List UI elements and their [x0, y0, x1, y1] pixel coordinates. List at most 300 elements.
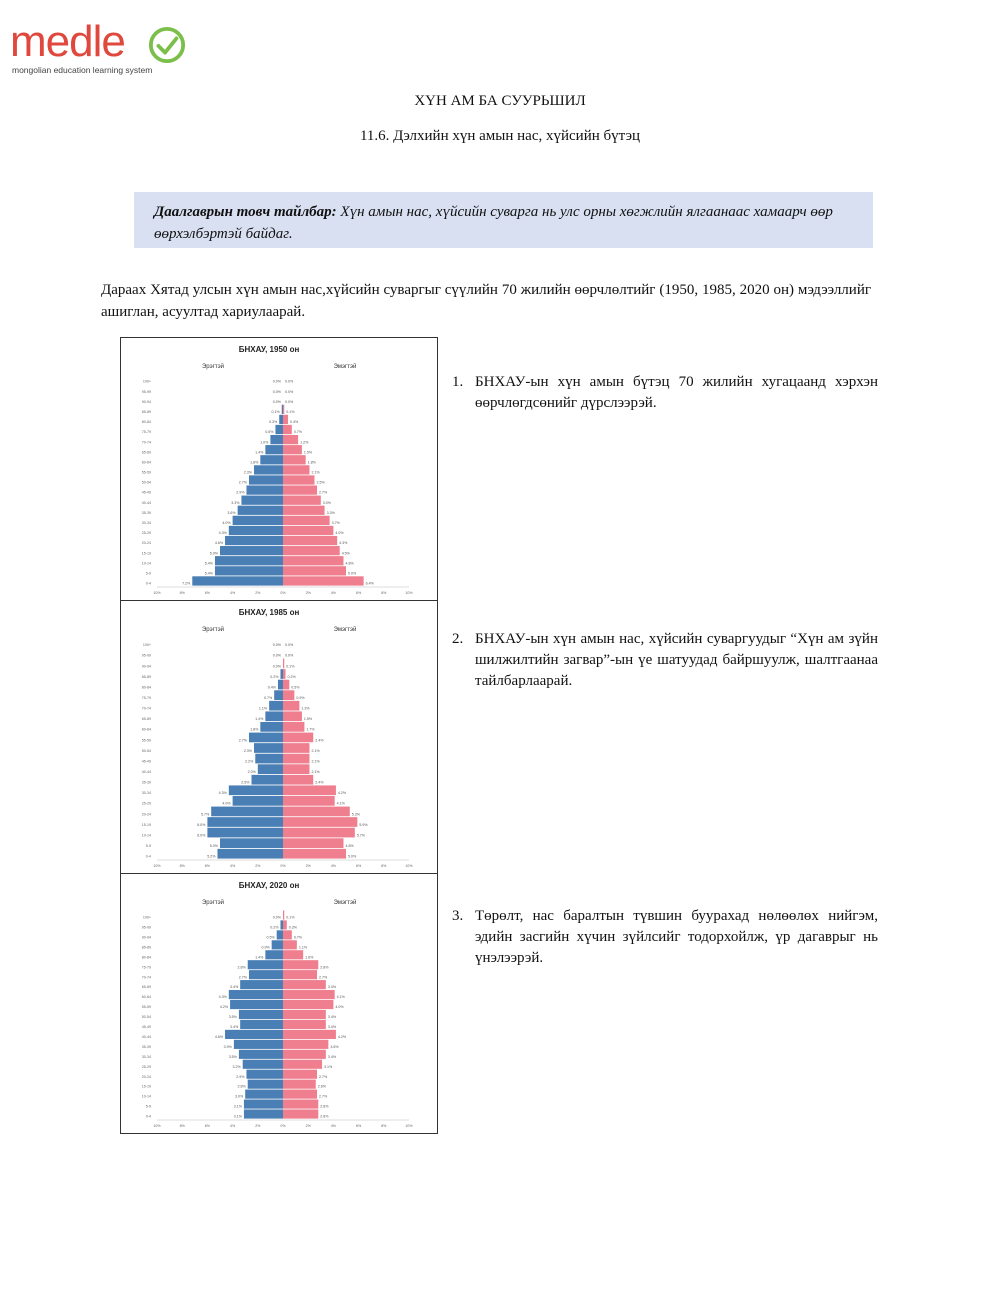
- age-tick-60-64: 60-64: [141, 727, 151, 732]
- age-tick-55-59: 55-59: [141, 470, 151, 475]
- bar-male-60-64: [260, 722, 283, 732]
- pyramid-1950: [120, 337, 438, 601]
- label-female-40-44: 2.1%: [311, 770, 320, 775]
- bar-male-35-39: [234, 1040, 283, 1049]
- bar-female-45-49: [283, 1020, 326, 1029]
- bar-female-15-19: [283, 817, 357, 827]
- age-tick-65-69: 65-69: [141, 717, 151, 722]
- label-female-35-39: 3.6%: [330, 1044, 339, 1049]
- age-tick-5-9: 5-9: [145, 844, 151, 849]
- x-tick-label: 6%: [204, 591, 211, 595]
- age-tick-20-24: 20-24: [141, 541, 151, 546]
- bar-male-90-94: [277, 930, 283, 939]
- label-female-25-29: 4.0%: [335, 531, 344, 536]
- label-female-65-69: 1.5%: [303, 717, 313, 722]
- x-tick-label: 8%: [179, 864, 185, 868]
- age-tick-75-79: 75-79: [141, 430, 151, 435]
- bar-male-35-39: [252, 775, 284, 785]
- x-tick-label: 10%: [153, 1124, 161, 1128]
- bar-female-15-19: [283, 1080, 316, 1089]
- bar-female-80-84: [283, 950, 303, 959]
- legend-male-label: Эрэгтэй: [201, 364, 225, 370]
- label-female-90-94: 0.7%: [293, 935, 303, 940]
- x-tick-label: 8%: [381, 864, 387, 868]
- x-tick-label: 2%: [305, 1124, 311, 1128]
- age-tick-25-29: 25-29: [141, 531, 151, 536]
- bar-female-35-39: [283, 775, 313, 785]
- age-tick-100+: 100+: [142, 643, 151, 648]
- age-tick-35-39: 35-39: [141, 780, 151, 785]
- pyramid-2020-svg: [121, 874, 437, 1133]
- label-male-45-49: 3.4%: [229, 1025, 239, 1030]
- task-description-box: [134, 192, 873, 248]
- bar-female-45-49: [283, 485, 317, 494]
- label-male-20-24: 2.9%: [236, 1074, 245, 1079]
- label-female-60-64: 4.1%: [336, 995, 345, 1000]
- pyramid-1950-svg: [121, 338, 437, 600]
- bar-female-20-24: [283, 1070, 317, 1079]
- label-female-15-19: 5.9%: [359, 822, 368, 827]
- label-male-30-34: 3.5%: [228, 1054, 237, 1059]
- bar-female-85-89: [283, 940, 297, 949]
- label-female-10-14: 2.7%: [319, 1094, 328, 1099]
- x-tick-label: 10%: [405, 591, 413, 595]
- bar-female-50-54: [283, 743, 309, 753]
- age-tick-85-89: 85-89: [141, 945, 151, 950]
- bar-female-30-34: [283, 785, 336, 795]
- age-tick-40-44: 40-44: [141, 500, 151, 505]
- bar-female-85-89: [283, 669, 286, 679]
- label-male-85-89: 0.1%: [271, 409, 280, 414]
- age-tick-90-94: 90-94: [141, 399, 151, 404]
- age-tick-50-54: 50-54: [141, 480, 151, 485]
- x-tick-label: 6%: [204, 1124, 211, 1128]
- age-tick-25-29: 25-29: [141, 801, 151, 806]
- label-male-40-44: 4.6%: [214, 1034, 224, 1039]
- age-tick-90-94: 90-94: [141, 664, 151, 669]
- age-tick-70-74: 70-74: [141, 706, 151, 711]
- label-male-70-74: 1.0%: [260, 440, 269, 445]
- label-female-80-84: 1.6%: [305, 955, 314, 960]
- age-tick-85-89: 85-89: [141, 409, 151, 414]
- bar-male-80-84: [279, 415, 283, 424]
- x-tick-label: 6%: [355, 864, 362, 868]
- label-female-60-64: 1.7%: [306, 727, 315, 732]
- label-female-40-44: 4.2%: [337, 1034, 347, 1039]
- label-male-50-54: 2.3%: [243, 748, 253, 753]
- age-tick-15-19: 15-19: [141, 1084, 151, 1089]
- bar-male-55-59: [249, 733, 283, 743]
- bar-female-0-4: [283, 849, 346, 859]
- age-tick-65-69: 65-69: [141, 985, 151, 990]
- label-male-95-99: 0.2%: [270, 925, 279, 930]
- age-tick-50-54: 50-54: [141, 748, 151, 753]
- bar-male-10-14: [207, 828, 283, 838]
- page-subtitle: 11.6. Дэлхийн хүн амын нас, хүйсийн бүтэц: [359, 128, 641, 144]
- bar-male-15-19: [248, 1080, 283, 1089]
- age-tick-15-19: 15-19: [141, 551, 151, 556]
- label-female-70-74: 2.7%: [319, 975, 328, 980]
- bar-female-25-29: [283, 796, 335, 806]
- label-female-20-24: 2.7%: [319, 1074, 328, 1079]
- legend-female-label: Эмэгтэй: [333, 364, 357, 370]
- intro-paragraph: Дараах Хятад улсын хүн амын нас,хүйсийн суваргыг сүүлийн 70 жилийн өөрчлөлтийг (1950, 1985, 2020 он) мэдээллийг ашиглан, асуултад хариулаарай.: [101, 282, 871, 320]
- bar-female-40-44: [283, 1030, 336, 1039]
- bar-male-20-24: [211, 807, 283, 817]
- page-title: ХҮН АМ БА СУУРЬШИЛ: [414, 93, 586, 109]
- bar-male-50-54: [249, 475, 283, 484]
- age-tick-90-94: 90-94: [141, 935, 151, 940]
- label-male-15-19: 6.0%: [197, 822, 206, 827]
- x-tick-label: 6%: [355, 1124, 362, 1128]
- bar-male-45-49: [246, 485, 283, 494]
- label-male-95-99: 0.0%: [272, 653, 281, 658]
- bar-male-40-44: [258, 764, 283, 774]
- age-tick-60-64: 60-64: [141, 995, 151, 1000]
- label-female-20-24: 4.3%: [339, 541, 348, 546]
- label-female-55-59: 2.1%: [311, 470, 320, 475]
- age-tick-20-24: 20-24: [141, 1074, 151, 1079]
- bar-male-5-9: [220, 838, 283, 848]
- label-male-75-79: 0.6%: [265, 430, 274, 435]
- label-female-5-9: 4.8%: [345, 844, 354, 849]
- bar-male-65-69: [240, 980, 283, 989]
- bar-female-45-49: [283, 754, 309, 764]
- label-male-10-14: 6.0%: [197, 833, 206, 838]
- bar-female-100+: [283, 910, 284, 919]
- question-number: 2.: [452, 631, 464, 647]
- bar-male-25-29: [233, 796, 283, 806]
- bar-female-35-39: [283, 506, 325, 515]
- x-tick-label: 8%: [179, 1124, 185, 1128]
- label-male-55-59: 4.2%: [219, 1005, 229, 1010]
- bar-male-20-24: [246, 1070, 283, 1079]
- age-tick-65-69: 65-69: [141, 450, 151, 455]
- label-male-20-24: 5.7%: [200, 812, 210, 817]
- x-tick-label: 2%: [305, 864, 311, 868]
- x-tick-label: 8%: [381, 1124, 387, 1128]
- label-female-25-29: 3.1%: [324, 1064, 333, 1069]
- bar-male-75-79: [248, 960, 283, 969]
- bar-female-80-84: [283, 680, 289, 690]
- label-male-10-14: 5.4%: [204, 561, 213, 566]
- label-female-90-94: 0.0%: [285, 399, 294, 404]
- question-number: 3.: [452, 908, 464, 924]
- x-tick-label: 0%: [280, 864, 286, 868]
- bar-male-80-84: [278, 680, 283, 690]
- age-tick-70-74: 70-74: [141, 975, 151, 980]
- label-male-75-79: 2.8%: [237, 965, 246, 970]
- label-female-75-79: 0.7%: [293, 430, 303, 435]
- bar-male-55-59: [230, 1000, 283, 1009]
- bar-female-15-19: [283, 546, 340, 555]
- label-male-65-69: 3.4%: [229, 985, 239, 990]
- x-tick-label: 2%: [255, 864, 261, 868]
- label-female-15-19: 4.5%: [341, 551, 350, 556]
- label-male-30-34: 4.0%: [222, 521, 231, 526]
- age-tick-0-4: 0-4: [145, 854, 151, 859]
- age-tick-45-49: 45-49: [141, 1025, 151, 1030]
- x-tick-label: 10%: [153, 591, 161, 595]
- age-tick-40-44: 40-44: [141, 770, 151, 775]
- label-male-0-4: 5.2%: [207, 854, 216, 859]
- bar-female-70-74: [283, 970, 317, 979]
- x-tick-label: 2%: [255, 591, 261, 595]
- legend-male-label: Эрэгтэй: [201, 627, 225, 633]
- question-number: 1.: [452, 374, 464, 390]
- bar-male-40-44: [241, 496, 283, 505]
- x-tick-label: 10%: [405, 864, 413, 868]
- label-male-50-54: 2.7%: [238, 480, 247, 485]
- label-male-35-39: 2.5%: [241, 780, 250, 785]
- label-female-100+: 0.0%: [285, 379, 294, 384]
- bar-female-65-69: [283, 445, 302, 454]
- label-female-30-34: 3.7%: [331, 521, 340, 526]
- label-male-80-84: 0.4%: [267, 685, 276, 690]
- age-tick-30-34: 30-34: [141, 791, 151, 796]
- question-3: [452, 906, 878, 969]
- age-tick-95-99: 95-99: [141, 925, 151, 930]
- age-tick-30-34: 30-34: [141, 1054, 151, 1059]
- label-female-70-74: 1.3%: [301, 706, 310, 711]
- bar-female-65-69: [283, 980, 326, 989]
- bar-male-0-4: [217, 849, 283, 859]
- x-tick-label: 4%: [229, 591, 236, 595]
- bar-female-85-89: [283, 405, 284, 414]
- bar-male-60-64: [260, 455, 283, 464]
- age-tick-0-4: 0-4: [145, 1114, 151, 1119]
- label-female-30-34: 3.4%: [327, 1054, 337, 1059]
- label-male-90-94: 0.5%: [266, 935, 275, 940]
- label-female-90-94: 0.1%: [286, 664, 295, 669]
- age-tick-40-44: 40-44: [141, 1034, 151, 1039]
- label-male-35-39: 3.9%: [223, 1044, 232, 1049]
- x-tick-label: 4%: [229, 864, 236, 868]
- x-tick-label: 8%: [381, 591, 387, 595]
- age-tick-20-24: 20-24: [141, 812, 151, 817]
- bar-female-90-94: [283, 659, 284, 669]
- x-tick-label: 4%: [330, 591, 337, 595]
- age-tick-35-39: 35-39: [141, 510, 151, 515]
- label-male-55-59: 2.7%: [238, 738, 247, 743]
- question-text: Төрөлт, нас баралтын түвшин буурахад нөлөөлөх нийгэм, эдийн засгийн хүчин зүйлсийг тодорхойлж, үр дагаврыг нь үнэлээрэй.: [475, 908, 878, 966]
- bar-male-15-19: [220, 546, 283, 555]
- bar-female-75-79: [283, 960, 318, 969]
- label-female-85-89: 0.2%: [287, 674, 296, 679]
- label-female-95-99: 0.3%: [288, 925, 297, 930]
- label-female-0-4: 2.8%: [320, 1114, 329, 1119]
- bar-male-25-29: [229, 526, 283, 535]
- label-female-50-54: 3.4%: [327, 1015, 337, 1020]
- bar-male-25-29: [243, 1060, 283, 1069]
- bar-female-5-9: [283, 566, 346, 575]
- x-tick-label: 0%: [280, 591, 286, 595]
- label-female-85-89: 0.1%: [286, 409, 295, 414]
- chart-title: БНХАУ, 2020 он: [238, 881, 300, 890]
- label-male-50-54: 3.5%: [228, 1015, 237, 1020]
- bar-female-40-44: [283, 764, 309, 774]
- label-male-5-9: 5.4%: [204, 571, 213, 576]
- age-tick-95-99: 95-99: [141, 389, 151, 394]
- bar-male-70-74: [269, 701, 283, 711]
- bar-male-15-19: [207, 817, 283, 827]
- logo-text: medle: [10, 17, 125, 66]
- label-male-5-9: 3.1%: [233, 1104, 242, 1109]
- question-text: БНХАУ-ын хүн амын бүтэц 70 жилийн хугацаанд хэрхэн өөрчлөгдсөнийг дүрслээрэй.: [475, 374, 878, 411]
- label-male-0-4: 3.1%: [233, 1114, 242, 1119]
- bar-male-0-4: [244, 1109, 283, 1118]
- bar-male-30-34: [239, 1050, 283, 1059]
- label-male-100+: 0.0%: [272, 643, 281, 648]
- label-male-75-79: 0.7%: [263, 696, 273, 701]
- age-tick-95-99: 95-99: [141, 653, 151, 658]
- bar-female-70-74: [283, 701, 299, 711]
- bar-male-10-14: [245, 1090, 283, 1099]
- legend-female-label: Эмэгтэй: [333, 627, 357, 633]
- question-1: [452, 372, 878, 414]
- bar-male-65-69: [265, 445, 283, 454]
- age-tick-100+: 100+: [142, 915, 151, 920]
- bar-male-50-54: [239, 1010, 283, 1019]
- label-male-30-34: 4.3%: [218, 791, 227, 796]
- bar-male-30-34: [233, 516, 283, 525]
- label-female-100+: 0.0%: [285, 643, 294, 648]
- bar-male-75-79: [274, 690, 283, 700]
- age-tick-10-14: 10-14: [141, 1094, 151, 1099]
- label-male-35-39: 3.6%: [227, 510, 236, 515]
- x-tick-label: 6%: [355, 591, 362, 595]
- x-tick-label: 4%: [330, 1124, 337, 1128]
- age-tick-55-59: 55-59: [141, 1005, 151, 1010]
- label-female-95-99: 0.0%: [285, 389, 294, 394]
- label-female-55-59: 2.4%: [315, 738, 324, 743]
- logo-subtitle: mongolian education learning system: [12, 65, 153, 75]
- label-male-85-89: 0.2%: [270, 674, 279, 679]
- bar-male-50-54: [254, 743, 283, 753]
- bar-female-10-14: [283, 1090, 317, 1099]
- bar-female-20-24: [283, 807, 350, 817]
- label-male-20-24: 4.6%: [214, 541, 224, 546]
- label-male-70-74: 1.1%: [258, 706, 268, 711]
- bar-female-90-94: [283, 930, 292, 939]
- bar-female-60-64: [283, 722, 304, 732]
- bar-male-20-24: [225, 536, 283, 545]
- age-tick-100+: 100+: [142, 379, 151, 384]
- label-female-20-24: 5.3%: [351, 812, 360, 817]
- age-tick-45-49: 45-49: [141, 759, 151, 764]
- label-male-40-44: 3.3%: [231, 500, 240, 505]
- label-female-5-9: 5.0%: [348, 571, 357, 576]
- label-male-15-19: 2.8%: [237, 1084, 246, 1089]
- label-male-100+: 0.0%: [272, 915, 281, 920]
- label-male-60-64: 1.8%: [250, 727, 259, 732]
- label-male-25-29: 4.0%: [222, 801, 231, 806]
- label-male-45-49: 2.2%: [245, 759, 254, 764]
- label-male-25-29: 3.2%: [232, 1064, 241, 1069]
- age-tick-70-74: 70-74: [141, 440, 151, 445]
- age-tick-75-79: 75-79: [141, 965, 151, 970]
- bar-female-65-69: [283, 711, 302, 721]
- medle-logo: [10, 18, 185, 76]
- label-female-100+: 0.1%: [286, 915, 295, 920]
- bar-male-10-14: [215, 556, 283, 565]
- label-male-10-14: 3.0%: [234, 1094, 244, 1099]
- bar-female-0-4: [283, 576, 364, 585]
- pyramid-2020: [120, 873, 438, 1134]
- legend-male-label: Эрэгтэй: [201, 900, 225, 906]
- label-male-0-4: 7.2%: [182, 581, 191, 586]
- label-female-85-89: 1.1%: [298, 945, 308, 950]
- bar-male-65-69: [265, 711, 283, 721]
- label-male-100+: 0.0%: [272, 379, 281, 384]
- label-female-35-39: 3.3%: [326, 510, 335, 515]
- label-female-80-84: 0.4%: [290, 420, 299, 425]
- bar-female-50-54: [283, 1010, 326, 1019]
- label-male-95-99: 0.0%: [272, 389, 281, 394]
- age-tick-35-39: 35-39: [141, 1044, 151, 1049]
- bar-male-85-89: [280, 669, 283, 679]
- label-male-80-84: 1.4%: [255, 955, 264, 960]
- bar-female-30-34: [283, 516, 330, 525]
- label-female-75-79: 2.8%: [320, 965, 329, 970]
- label-male-90-94: 0.0%: [272, 664, 281, 669]
- pyramid-1985-svg: [121, 601, 437, 873]
- age-tick-50-54: 50-54: [141, 1015, 151, 1020]
- bar-female-35-39: [283, 1040, 328, 1049]
- x-tick-label: 8%: [179, 591, 185, 595]
- label-female-40-44: 3.0%: [322, 500, 332, 505]
- bar-female-55-59: [283, 733, 313, 743]
- age-tick-10-14: 10-14: [141, 561, 151, 566]
- bar-female-25-29: [283, 1060, 322, 1069]
- age-tick-55-59: 55-59: [141, 738, 151, 743]
- bar-female-25-29: [283, 526, 333, 535]
- age-tick-75-79: 75-79: [141, 696, 151, 701]
- label-female-15-19: 2.6%: [317, 1084, 326, 1089]
- bar-male-40-44: [225, 1030, 283, 1039]
- chart-title: БНХАУ, 1950 он: [238, 345, 300, 354]
- bar-female-10-14: [283, 556, 343, 565]
- age-tick-30-34: 30-34: [141, 521, 151, 526]
- label-male-45-49: 2.9%: [236, 490, 245, 495]
- bar-male-60-64: [229, 990, 283, 999]
- bar-female-20-24: [283, 536, 337, 545]
- bar-female-55-59: [283, 1000, 333, 1009]
- age-tick-10-14: 10-14: [141, 833, 151, 838]
- bar-female-75-79: [283, 690, 294, 700]
- age-tick-45-49: 45-49: [141, 490, 151, 495]
- bar-female-0-4: [283, 1109, 318, 1118]
- x-tick-label: 4%: [229, 1124, 236, 1128]
- label-female-65-69: 1.5%: [303, 450, 313, 455]
- bar-female-55-59: [283, 465, 309, 474]
- label-female-45-49: 2.7%: [319, 490, 328, 495]
- label-female-35-39: 2.4%: [315, 780, 324, 785]
- label-female-5-9: 2.8%: [320, 1104, 329, 1109]
- bar-male-85-89: [272, 940, 283, 949]
- label-female-50-54: 2.5%: [316, 480, 325, 485]
- x-tick-label: 6%: [204, 864, 211, 868]
- x-tick-label: 10%: [153, 864, 161, 868]
- bar-male-5-9: [244, 1099, 283, 1108]
- label-female-70-74: 1.2%: [300, 440, 309, 445]
- label-male-90-94: 0.0%: [272, 399, 281, 404]
- age-tick-5-9: 5-9: [145, 1104, 151, 1109]
- bar-male-45-49: [240, 1020, 283, 1029]
- label-male-15-19: 5.0%: [209, 551, 218, 556]
- bar-female-10-14: [283, 828, 355, 838]
- bar-male-70-74: [249, 970, 283, 979]
